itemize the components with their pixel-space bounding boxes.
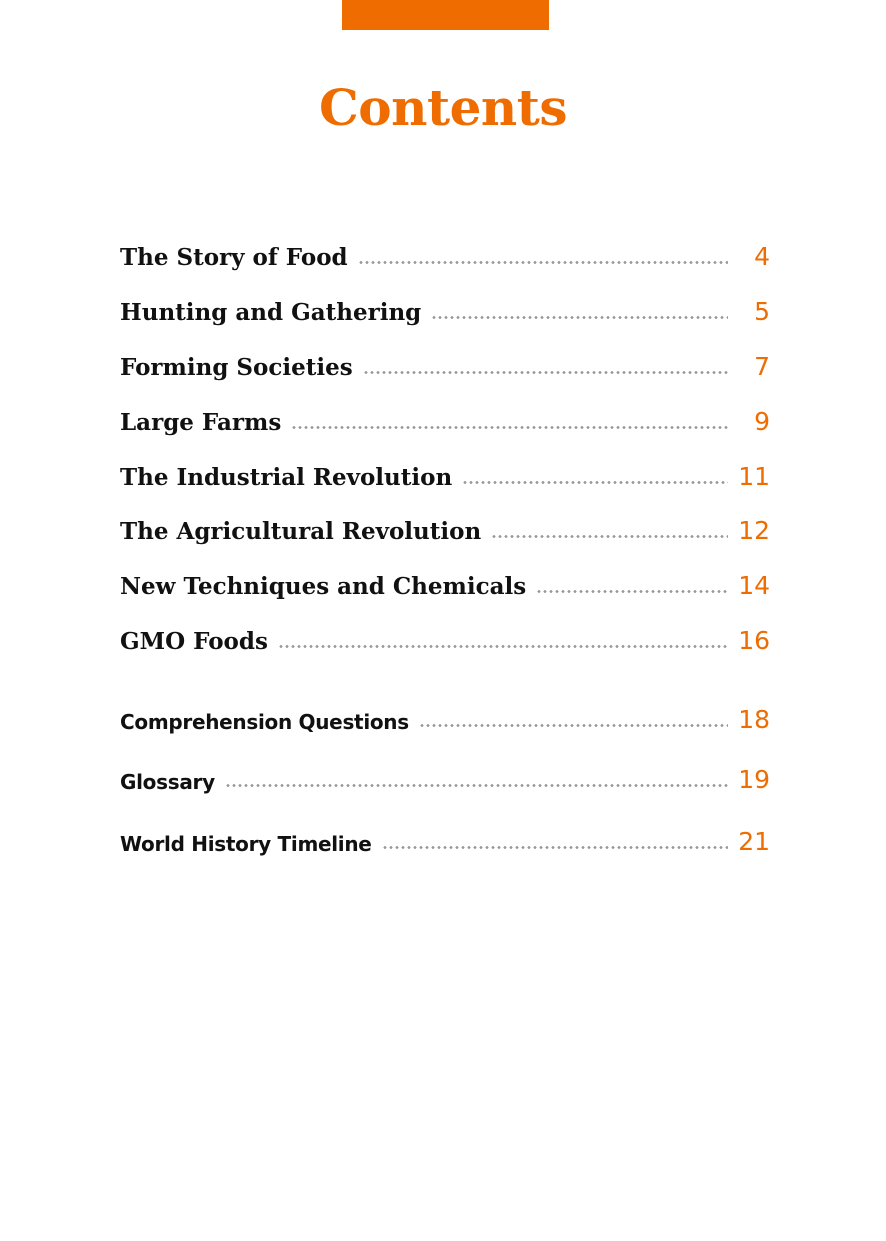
- toc-entry-page-number: 12: [738, 516, 770, 545]
- dot-leader: [419, 724, 728, 727]
- toc-entry-agricultural-revolution[interactable]: [120, 507, 770, 543]
- dot-leader: [363, 371, 728, 374]
- page-title: Contents: [318, 78, 567, 137]
- toc-entry-label: Hunting and Gathering: [120, 299, 422, 326]
- toc-entry-page-number: 9: [754, 407, 770, 436]
- toc-entry-label: Comprehension Questions: [120, 710, 409, 734]
- toc-entry-large-farms[interactable]: [120, 398, 770, 434]
- dot-leader: [225, 784, 728, 787]
- dot-leader: [491, 535, 728, 538]
- toc-entry-industrial-revolution[interactable]: [120, 453, 770, 489]
- toc-entry-page-number: 7: [754, 352, 770, 381]
- dot-leader: [431, 316, 728, 319]
- toc-entry-forming-societies[interactable]: [120, 343, 770, 379]
- dot-leader: [291, 426, 728, 429]
- toc-entry-label: Large Farms: [120, 409, 282, 436]
- toc-entry-label: Glossary: [120, 770, 215, 794]
- dot-leader: [536, 590, 728, 593]
- top-accent-bar: [342, 0, 549, 30]
- toc-entry-label: Forming Societies: [120, 354, 353, 381]
- toc-entry-page-number: 5: [754, 297, 770, 326]
- dot-leader: [382, 846, 728, 849]
- toc-entry-hunting-and-gathering[interactable]: [120, 288, 770, 324]
- toc-entry-page-number: 4: [754, 242, 770, 271]
- toc-entry-gmo-foods[interactable]: [120, 617, 770, 653]
- toc-entry-page-number: 19: [738, 765, 770, 794]
- toc-entry-page-number: 21: [738, 827, 770, 856]
- toc-entry-page-number: 18: [738, 705, 770, 734]
- toc-entry-glossary[interactable]: [120, 756, 770, 792]
- toc-entry-comprehension-questions[interactable]: [120, 696, 770, 732]
- toc-entry-label: World History Timeline: [120, 832, 372, 856]
- toc-entry-label: GMO Foods: [120, 628, 268, 655]
- toc-entry-page-number: 14: [738, 571, 770, 600]
- toc-entry-world-history-timeline[interactable]: [120, 818, 770, 854]
- dot-leader: [358, 261, 728, 264]
- dot-leader: [462, 481, 728, 484]
- toc-entry-page-number: 16: [738, 626, 770, 655]
- dot-leader: [278, 645, 728, 648]
- toc-entry-label: The Agricultural Revolution: [120, 518, 482, 545]
- toc-entry-label: New Techniques and Chemicals: [120, 573, 527, 600]
- toc-entry-page-number: 11: [738, 462, 770, 491]
- toc-entry-story-of-food[interactable]: [120, 233, 770, 269]
- toc-entry-label: The Story of Food: [120, 244, 348, 271]
- toc-entry-label: The Industrial Revolution: [120, 464, 453, 491]
- toc-entry-new-techniques-and-chemicals[interactable]: [120, 562, 770, 598]
